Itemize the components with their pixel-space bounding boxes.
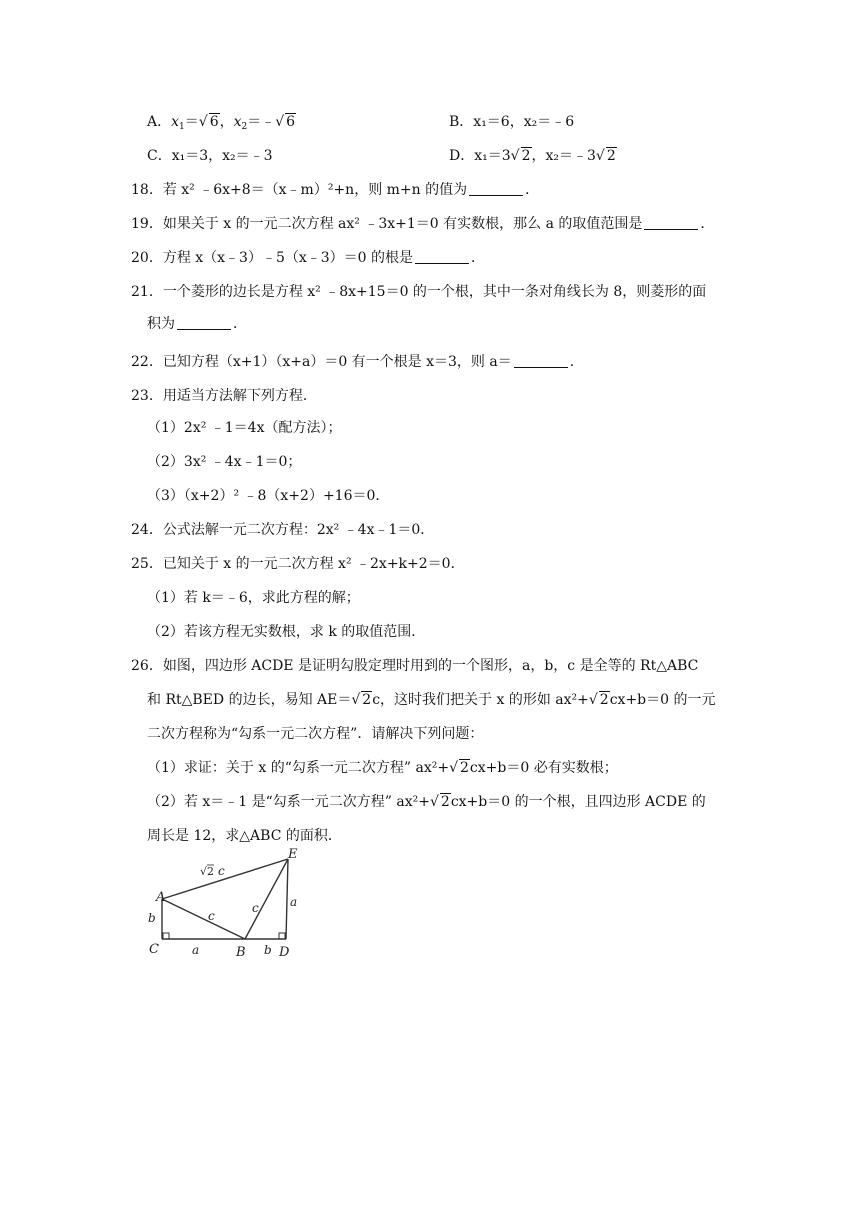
- question-end: ．: [233, 316, 247, 332]
- question-25: [131, 554, 465, 574]
- subscript: 2: [241, 122, 248, 132]
- part-text: （2）若该方程无实数根，求 k 的取值范围．: [147, 624, 426, 640]
- option-label: A．: [147, 114, 172, 130]
- question-text: 22．已知方程（x+1）（x+a）＝0 有一个根是 x＝3，则 a＝: [131, 354, 512, 370]
- question-text: 23．用适当方法解下列方程．: [131, 388, 317, 404]
- question-text: 18．若 x² ﹣6x+8＝（x﹣m）²+n，则 m+n 的值为: [131, 182, 468, 198]
- radicand: 2: [362, 692, 372, 708]
- answer-blank: [644, 215, 698, 230]
- question-end: ．: [471, 250, 486, 266]
- radicand: 6: [209, 114, 219, 130]
- question-end: ．: [700, 216, 715, 232]
- equals: ＝﹣: [247, 114, 276, 130]
- question-21: [131, 282, 706, 302]
- question-text: c，这时我们把关于 x 的形如 ax²+: [372, 692, 589, 708]
- separator: ，: [219, 114, 234, 130]
- label-ae-radicand: 2: [207, 865, 214, 878]
- option-label: D．: [449, 148, 475, 164]
- sqrt-icon: √: [200, 865, 208, 878]
- question-26: [131, 656, 698, 676]
- equals: ＝: [184, 114, 199, 130]
- option-b: [449, 112, 574, 132]
- var-x: x: [171, 114, 180, 130]
- question-25-part-2: [147, 622, 425, 642]
- option-a: [147, 112, 296, 132]
- question-26-part-1: [147, 758, 618, 778]
- subscript: 1: [179, 122, 185, 132]
- option-c: [147, 146, 273, 166]
- radicand: 2: [599, 692, 609, 708]
- vertex-c: C: [149, 942, 159, 957]
- question-text: 和 Rt△BED 的边长，易知 AE＝: [147, 692, 352, 708]
- sqrt-icon: √: [275, 114, 285, 130]
- label-cb-a: a: [192, 943, 200, 957]
- question-text: 21．一个菱形的边长是方程 x² ﹣8x+15＝0 的一个根，其中一条对角线长为 8，则菱形的面: [131, 284, 707, 300]
- question-text: cx+b＝0 的一元: [609, 692, 716, 708]
- question-text: 26．如图，四边形 ACDE 是证明勾股定理时用到的一个图形，a，b，c 是全等的 Rt△ABC: [131, 658, 699, 674]
- sqrt-icon: √: [351, 692, 361, 708]
- sqrt-icon: √: [198, 114, 208, 130]
- answer-blank: [469, 181, 523, 196]
- question-26-part-2: [147, 792, 706, 812]
- sqrt-icon: √: [429, 794, 439, 810]
- radicand: 2: [459, 760, 469, 776]
- part-text: （1）2x² ﹣1＝4x（配方法）；: [147, 420, 342, 436]
- label-ae-c: c: [218, 864, 225, 878]
- question-18: [131, 180, 539, 200]
- part-text: cx+b＝0 的一个根，且四边形 ACDE 的: [450, 794, 706, 810]
- question-text: 19．如果关于 x 的一元二次方程 ax² ﹣3x+1＝0 有实数根，那么 a 的取值范围是: [131, 216, 643, 232]
- part-text: 周长是 12，求△ABC 的面积．: [147, 828, 342, 844]
- part-text: （1）若 k＝﹣6，求此方程的解；: [147, 590, 360, 606]
- part-text: cx+b＝0 必有实数根；: [469, 760, 618, 776]
- answer-blank: [514, 353, 568, 368]
- question-text: 积为: [147, 316, 175, 332]
- vertex-b: B: [236, 945, 246, 960]
- vertex-a: A: [156, 890, 166, 905]
- question-20: [131, 248, 485, 268]
- question-26-line-3: [147, 724, 483, 744]
- part-text: （3）（x+2）² ﹣8（x+2）+16＝0．: [147, 488, 390, 504]
- right-angle-d: [279, 933, 285, 939]
- question-text: 24．公式法解一元二次方程：2x² ﹣4x﹣1＝0．: [131, 522, 435, 538]
- question-text: 二次方程称为“勾系一元二次方程”．请解决下列问题：: [147, 726, 484, 742]
- option-label: B．: [449, 114, 474, 130]
- question-end: ．: [525, 182, 540, 198]
- part-text: （2）若 x＝﹣1 是“勾系一元二次方程” ax²+: [147, 794, 430, 810]
- segment-de: [286, 859, 288, 939]
- question-text: 25．已知关于 x 的一元二次方程 x² ﹣2x+k+2＝0．: [131, 556, 465, 572]
- label-bd-b: b: [264, 943, 272, 957]
- part-text: （2）3x² ﹣4x﹣1＝0；: [147, 454, 302, 470]
- option-text: x₁＝3: [474, 148, 511, 164]
- question-23-part-2: [147, 452, 301, 472]
- label-ac-b: b: [148, 911, 156, 925]
- geometry-figure: [140, 842, 320, 962]
- option-text: x₁＝6，x₂＝﹣6: [473, 114, 575, 130]
- radicand: 2: [440, 794, 450, 810]
- question-26-line-2: [147, 690, 716, 710]
- question-23-part-1: [147, 418, 341, 438]
- radicand: 2: [606, 148, 616, 164]
- vertex-d: D: [279, 945, 290, 960]
- sqrt-icon: √: [595, 148, 605, 164]
- radicand: 2: [521, 148, 531, 164]
- label-be-c: c: [252, 901, 259, 915]
- question-22: [131, 352, 584, 372]
- question-21-cont: [147, 314, 247, 334]
- answer-blank: [177, 315, 231, 330]
- right-angle-c: [163, 933, 169, 939]
- option-d: [449, 146, 617, 166]
- radicand: 6: [286, 114, 296, 130]
- option-label: C．: [147, 148, 172, 164]
- sqrt-icon: √: [510, 148, 520, 164]
- sqrt-icon: √: [449, 760, 458, 776]
- answer-blank: [415, 249, 469, 264]
- label-ab-c: c: [208, 909, 215, 923]
- question-19: [131, 214, 714, 234]
- question-25-part-1: [147, 588, 360, 608]
- question-end: ．: [569, 354, 584, 370]
- part-text: （1）求证：关于 x 的“勾系一元二次方程” ax²+: [147, 760, 450, 776]
- sqrt-icon: √: [588, 692, 598, 708]
- label-de-a: a: [290, 895, 298, 909]
- option-text: x₁＝3，x₂＝﹣3: [171, 148, 273, 164]
- segment-ab: [162, 899, 245, 939]
- vertex-e: E: [288, 847, 298, 862]
- var-x: x: [233, 114, 242, 130]
- question-text: 20．方程 x（x﹣3）﹣5（x﹣3）＝0 的根是: [131, 250, 414, 266]
- question-24: [131, 520, 434, 540]
- question-23-part-3: [147, 486, 389, 506]
- question-23: [131, 386, 317, 406]
- option-text: ，x₂＝﹣3: [531, 148, 596, 164]
